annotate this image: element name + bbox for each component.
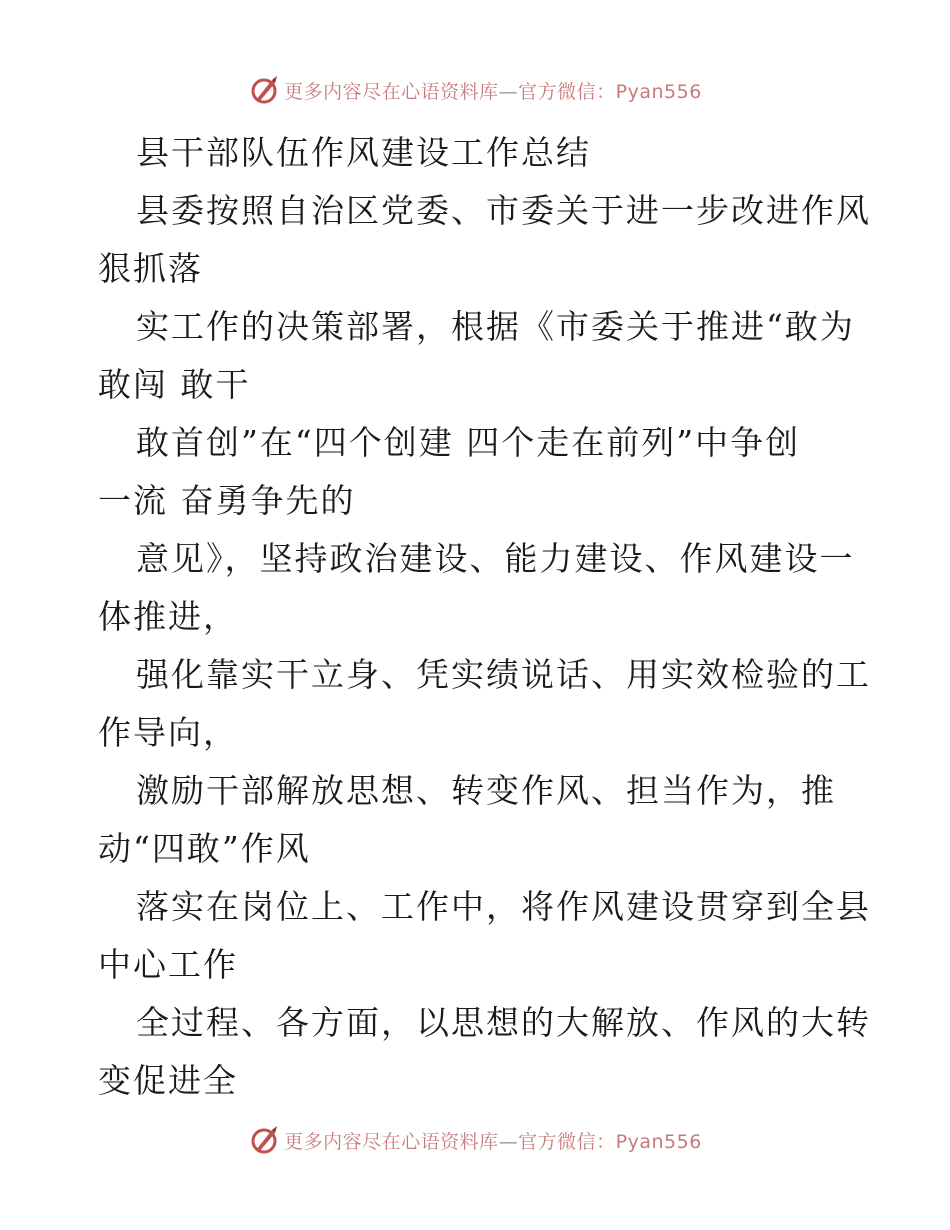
document-title: 县干部队伍作风建设工作总结 — [136, 133, 591, 172]
text-line: 变促进全 — [98, 1061, 238, 1100]
text-line: 敢首创”在“四个创建 四个走在前列”中争创 — [136, 423, 801, 462]
quill-logo-icon — [248, 74, 280, 106]
text-line: 全过程、各方面，以思想的大解放、作风的大转 — [136, 1003, 871, 1042]
watermark-separator: — — [498, 80, 519, 103]
watermark-wechat: 官方微信：Pyan556 — [518, 80, 702, 103]
text-line: 动“四敢”作风 — [98, 829, 311, 868]
watermark-wechat: 官方微信：Pyan556 — [518, 1130, 702, 1153]
text-line: 一流 奋勇争先的 — [98, 481, 356, 520]
watermark-text — [284, 1127, 702, 1154]
text-line: 县委按照自治区党委、市委关于进一步改进作风 — [136, 191, 871, 230]
watermark-separator: — — [498, 1130, 519, 1153]
quill-logo-icon — [248, 1124, 280, 1156]
text-line: 意见》，坚持政治建设、能力建设、作风建设一 — [136, 539, 855, 578]
watermark-main: 更多内容尽在心语资料库 — [284, 80, 499, 103]
text-line: 激励干部解放思想、转变作风、担当作为，推 — [136, 771, 836, 810]
text-line: 实工作的决策部署，根据《市委关于推进“敢为 — [136, 307, 855, 346]
footer-watermark-banner — [0, 1120, 950, 1160]
text-line: 敢闯 敢干 — [98, 365, 251, 404]
text-line: 狠抓落 — [98, 249, 203, 288]
text-line: 作导向， — [98, 713, 238, 752]
watermark-main: 更多内容尽在心语资料库 — [284, 1130, 499, 1153]
watermark-text — [284, 77, 702, 104]
header-watermark-banner — [0, 70, 950, 110]
header-watermark-inner — [248, 74, 702, 106]
footer-watermark-inner — [248, 1124, 702, 1156]
text-line: 落实在岗位上、工作中，将作风建设贯穿到全县 — [136, 887, 871, 926]
text-line: 强化靠实干立身、凭实绩说话、用实效检验的工 — [136, 655, 871, 694]
document-body — [98, 124, 871, 1110]
text-line: 中心工作 — [98, 945, 238, 984]
text-line: 体推进， — [98, 597, 238, 636]
